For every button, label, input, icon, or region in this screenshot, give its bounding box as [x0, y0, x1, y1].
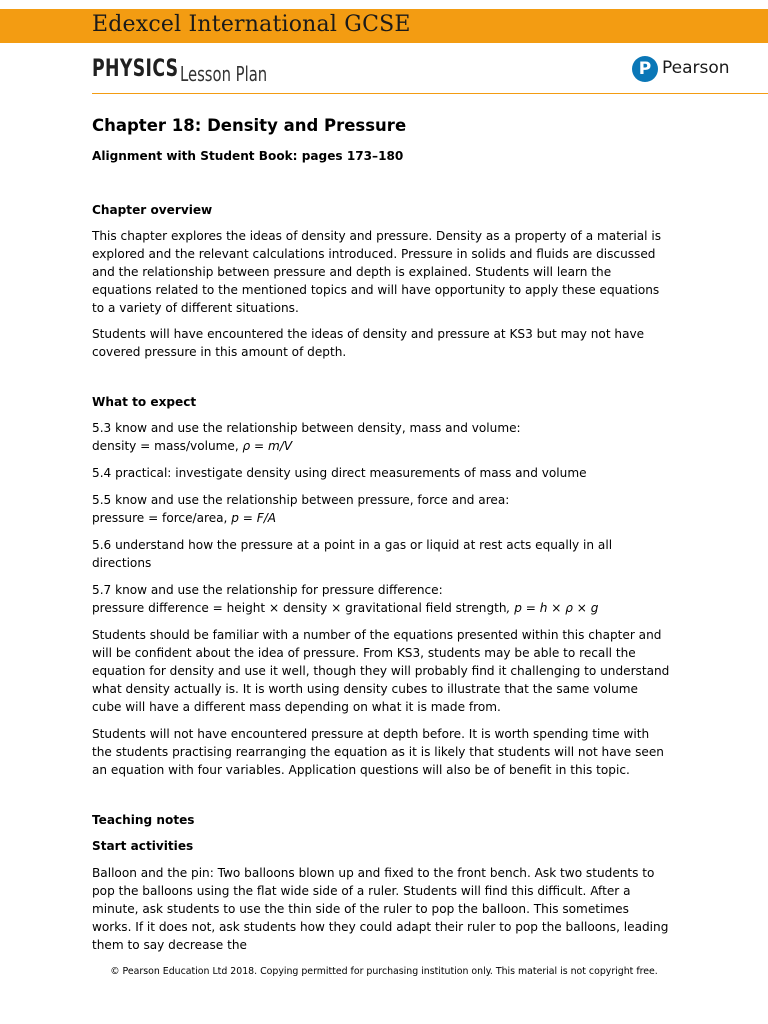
density-formula: ρ = m/V	[242, 439, 293, 453]
series-title: Edexcel International GCSE	[92, 12, 411, 37]
subject-subtitle: Lesson Plan	[180, 62, 268, 86]
copyright-footer: © Pearson Education Ltd 2018. Copying permitted for purchasing institution only. This material is not copyright free.	[110, 966, 658, 977]
start-activities-heading: Start activities	[92, 839, 194, 853]
alignment-line: Alignment with Student Book: pages 173–180	[92, 149, 404, 163]
spec-5-7	[92, 581, 670, 617]
pressure-difference-formula: , p = h × ρ × g	[506, 601, 599, 615]
teaching-notes-heading: Teaching notes	[92, 813, 195, 827]
expect-heading: What to expect	[92, 395, 197, 409]
subject-heading	[92, 54, 268, 86]
spec-5-3-line-1: 5.3 know and use the relationship between density, mass and volume:	[92, 421, 521, 435]
document-body	[92, 115, 670, 954]
spec-5-3	[92, 419, 670, 455]
expect-paragraph-2: Students will not have encountered pressure at depth before. It is worth spending time with the students practising rearranging the equation as it is likely that students will not have seen an equation with four variables. Application questions will also be of benefit in this topic.	[92, 727, 664, 777]
pearson-logo-icon: P	[632, 56, 658, 82]
header-bar	[0, 9, 768, 43]
chapter-title: Chapter 18: Density and Pressure	[92, 116, 407, 135]
spec-5-3-line-2: density = mass/volume,	[92, 439, 243, 453]
start-activities-paragraph: Balloon and the pin: Two balloons blown up and fixed to the front bench. Ask two students to pop the balloons using the flat wide side of a ruler. Students will find this difficult. After a minute, ask students to use the thin side of the ruler to pop the balloon. This sometimes works. If it does not, ask students how they could adapt their ruler to pop the balloons, leading them to say decrease the	[92, 866, 669, 952]
spec-5-7-line-2: pressure difference = height × density × gravitational field strength	[92, 601, 507, 615]
header-divider	[92, 93, 768, 94]
spec-5-4: 5.4 practical: investigate density using direct measurements of mass and volume	[92, 466, 587, 480]
spec-5-5-line-1: 5.5 know and use the relationship between pressure, force and area:	[92, 493, 510, 507]
overview-paragraph-2: Students will have encountered the ideas of density and pressure at KS3 but may not have covered pressure in this amount of depth.	[92, 327, 645, 359]
overview-paragraph-1: This chapter explores the ideas of density and pressure. Density as a property of a material is explored and the relevant calculations introduced. Pressure in solids and fluids are discussed and the relationship between pressure and depth is explained. Students will learn the equations related to the mentioned topics and will have opportunity to apply these equations to a variety of different situations.	[92, 229, 661, 315]
overview-heading: Chapter overview	[92, 203, 213, 217]
subject-label: PHYSICS	[92, 54, 179, 82]
expect-paragraph-1: Students should be familiar with a number of the equations presented within this chapter and will be confident about the idea of pressure. From KS3, students may be able to recall the equation for density and use it well, though they will probably find it challenging to understand what density actually is. It is worth using density cubes to illustrate that the same volume cube will have a different mass depending on what it is made from.	[92, 628, 670, 714]
pressure-formula: p = F/A	[231, 511, 277, 525]
spec-5-7-line-1: 5.7 know and use the relationship for pressure difference:	[92, 583, 443, 597]
spec-5-5-line-2: pressure = force/area,	[92, 511, 232, 525]
spec-5-6: 5.6 understand how the pressure at a point in a gas or liquid at rest acts equally in all directions	[92, 538, 613, 570]
pearson-logo-text: Pearson	[662, 58, 730, 78]
spec-5-5	[92, 491, 670, 527]
